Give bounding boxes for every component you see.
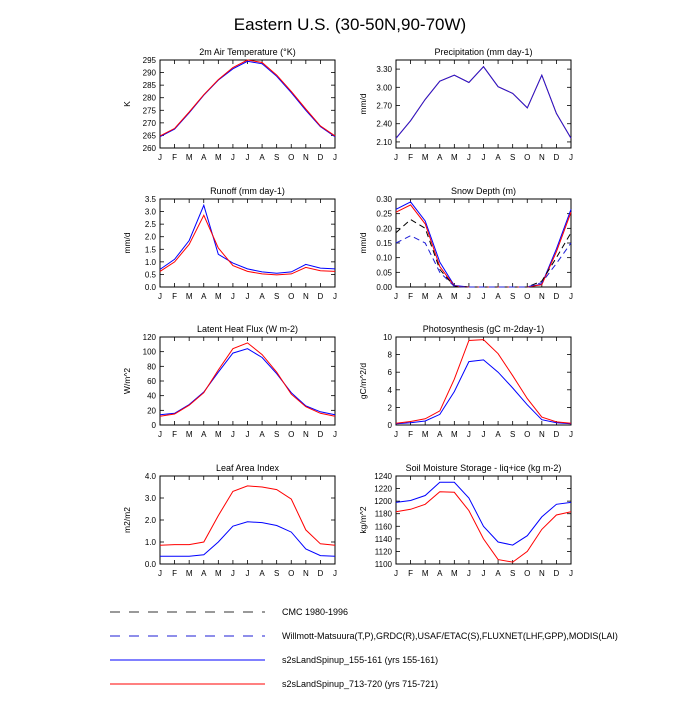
series-line-model1	[396, 482, 571, 545]
x-tick-label: A	[259, 569, 265, 578]
y-tick-label: 2.0	[144, 516, 156, 525]
x-tick-label: M	[450, 292, 458, 301]
x-tick-label: A	[437, 153, 443, 162]
y-tick-label: 0	[387, 421, 392, 430]
y-tick-label: 4.0	[144, 472, 156, 481]
x-tick-label: J	[394, 153, 398, 162]
y-tick-label: 40	[147, 391, 156, 401]
x-tick-label: J	[481, 153, 486, 162]
chart-title: Leaf Area Index	[215, 463, 280, 473]
x-tick-label: M	[421, 292, 429, 301]
x-tick-label: J	[394, 430, 398, 439]
x-tick-label: J	[394, 569, 398, 578]
x-tick-label: J	[481, 430, 486, 439]
figure-title: Eastern U.S. (30-50N,90-70W)	[233, 15, 467, 34]
x-tick-label: J	[245, 430, 250, 439]
x-tick-label: N	[302, 153, 309, 162]
x-tick-label: S	[509, 430, 516, 439]
legend-label: Willmott-Matsuura(T,P),GRDC(R),USAF/ETAC(S),FLUXNET(LHF,GPP),MODIS(LAI)	[282, 631, 618, 641]
y-tick-label: 1200	[374, 497, 392, 507]
y-tick-label: 0	[151, 421, 156, 430]
series-line-model1	[160, 522, 335, 557]
y-tick-label: 265	[142, 131, 156, 141]
legend-label: s2sLandSpinup_155-161 (yrs 155-161)	[282, 655, 439, 665]
x-tick-label: M	[214, 569, 222, 578]
x-tick-label: J	[466, 292, 471, 301]
x-tick-label: J	[569, 153, 573, 162]
x-tick-label: M	[421, 430, 429, 439]
x-tick-label: A	[259, 292, 265, 301]
legend-item	[110, 607, 348, 617]
x-tick-label: J	[569, 569, 573, 578]
x-tick-label: F	[172, 292, 178, 301]
x-tick-label: S	[509, 292, 516, 301]
y-tick-label: 2.5	[144, 220, 156, 230]
x-tick-label: J	[245, 153, 250, 162]
x-tick-label: J	[333, 430, 337, 439]
legend-label: s2sLandSpinup_713-720 (yrs 715-721)	[282, 679, 439, 689]
x-tick-label: D	[317, 153, 324, 162]
y-tick-label: 100	[142, 347, 156, 357]
x-tick-label: F	[408, 569, 414, 578]
x-tick-label: M	[214, 430, 222, 439]
x-tick-label: N	[538, 153, 545, 162]
x-tick-label: N	[302, 292, 309, 301]
x-tick-label: A	[259, 430, 265, 439]
legend-label: CMC 1980-1996	[282, 607, 349, 617]
x-tick-label: J	[158, 292, 162, 301]
y-axis-label: m2/m2	[122, 507, 132, 533]
x-tick-label: O	[524, 569, 531, 578]
y-tick-label: 0.0	[144, 560, 156, 569]
chart-panel	[122, 324, 337, 439]
plot-frame	[160, 60, 335, 148]
y-tick-label: 275	[142, 106, 156, 116]
y-tick-label: 3.0	[144, 207, 156, 217]
x-tick-label: A	[437, 569, 443, 578]
x-tick-label: M	[214, 153, 222, 162]
x-tick-label: J	[466, 430, 471, 439]
x-tick-label: N	[538, 569, 545, 578]
y-tick-label: 0.20	[376, 224, 392, 234]
x-tick-label: A	[201, 569, 207, 578]
x-tick-label: J	[481, 569, 486, 578]
plot-frame	[396, 337, 571, 425]
y-tick-label: 3.0	[144, 494, 156, 503]
y-tick-label: 2.10	[376, 137, 392, 147]
series-line-obs2	[396, 236, 571, 287]
x-tick-label: O	[288, 292, 295, 301]
chart-title: Runoff (mm day-1)	[210, 186, 285, 196]
x-tick-label: J	[158, 569, 162, 578]
x-tick-label: J	[245, 292, 250, 301]
x-tick-label: J	[569, 430, 573, 439]
legend-item	[110, 655, 438, 665]
y-tick-label: 1.0	[144, 538, 156, 547]
x-tick-label: A	[201, 153, 207, 162]
chart-title: Latent Heat Flux (W m-2)	[196, 324, 299, 334]
y-tick-label: 1140	[374, 534, 392, 544]
y-tick-label: 0.00	[376, 283, 392, 292]
y-tick-label: 3.00	[376, 83, 392, 93]
y-tick-label: 2.40	[376, 119, 392, 129]
y-tick-label: 6	[387, 368, 392, 378]
y-tick-label: 8	[387, 350, 392, 360]
x-tick-label: S	[273, 292, 280, 301]
y-tick-label: 80	[147, 362, 156, 372]
y-tick-label: 1180	[374, 509, 392, 519]
x-tick-label: J	[569, 292, 573, 301]
x-tick-label: J	[481, 292, 486, 301]
x-tick-label: A	[201, 292, 207, 301]
y-tick-label: 60	[147, 377, 156, 386]
x-tick-label: D	[553, 569, 560, 578]
y-tick-label: 1100	[374, 560, 392, 569]
x-tick-label: S	[509, 153, 516, 162]
x-tick-label: A	[495, 153, 501, 162]
y-tick-label: 1220	[374, 484, 392, 494]
x-tick-label: M	[214, 292, 222, 301]
legend-item	[110, 631, 618, 641]
series-line-model1	[160, 349, 335, 415]
x-tick-label: J	[230, 430, 235, 439]
y-tick-label: 285	[142, 81, 156, 91]
x-tick-label: D	[553, 430, 560, 439]
y-axis-label: gC/m^2/d	[358, 362, 368, 400]
x-tick-label: O	[288, 153, 295, 162]
chart-title: Precipitation (mm day-1)	[434, 47, 533, 57]
plot-frame	[396, 476, 571, 564]
x-tick-label: J	[245, 569, 250, 578]
chart-panel	[122, 463, 337, 578]
x-tick-label: S	[273, 153, 280, 162]
y-tick-label: 290	[142, 68, 156, 78]
y-tick-label: 20	[147, 406, 156, 416]
x-tick-label: J	[466, 569, 471, 578]
y-tick-label: 1120	[374, 547, 392, 557]
x-tick-label: O	[288, 430, 295, 439]
y-tick-label: 3.5	[144, 195, 156, 204]
y-tick-label: 295	[142, 56, 156, 65]
x-tick-label: F	[408, 292, 414, 301]
y-axis-label: W/m^2	[122, 367, 132, 395]
x-tick-label: S	[273, 569, 280, 578]
y-tick-label: 2	[387, 403, 392, 413]
chart-title: Soil Moisture Storage - liq+ice (kg m-2)	[405, 463, 562, 473]
x-tick-label: J	[394, 292, 398, 301]
x-tick-label: F	[172, 569, 178, 578]
chart-title: 2m Air Temperature (°K)	[199, 47, 296, 57]
x-tick-label: D	[553, 153, 560, 162]
series-line-model2	[160, 486, 335, 545]
x-tick-label: M	[450, 569, 458, 578]
x-tick-label: N	[302, 430, 309, 439]
x-tick-label: J	[158, 153, 162, 162]
x-tick-label: M	[185, 569, 193, 578]
y-tick-label: 0.5	[144, 270, 156, 280]
x-tick-label: M	[450, 430, 458, 439]
chart-panel	[358, 47, 573, 162]
y-tick-label: 1.0	[144, 257, 156, 267]
y-tick-label: 0.0	[144, 283, 156, 292]
y-tick-label: 1240	[374, 472, 392, 481]
x-tick-label: D	[317, 569, 324, 578]
chart-panel	[358, 324, 573, 439]
series-line-model2	[160, 60, 335, 136]
series-line-model2	[396, 67, 571, 139]
plot-frame	[160, 337, 335, 425]
y-axis-label: mm/d	[358, 232, 368, 254]
x-tick-label: A	[201, 430, 207, 439]
plot-frame	[160, 199, 335, 287]
y-tick-label: 0.10	[376, 253, 392, 263]
x-tick-label: O	[524, 153, 531, 162]
x-tick-label: S	[509, 569, 516, 578]
x-tick-label: O	[288, 569, 295, 578]
y-tick-label: 0.15	[376, 239, 392, 248]
x-tick-label: J	[158, 430, 162, 439]
x-tick-label: J	[230, 569, 235, 578]
y-tick-label: 10	[383, 333, 392, 342]
y-tick-label: 280	[142, 93, 156, 103]
x-tick-label: A	[495, 430, 501, 439]
x-tick-label: J	[333, 153, 337, 162]
x-tick-label: M	[185, 153, 193, 162]
y-tick-label: 4	[387, 385, 392, 395]
x-tick-label: M	[185, 430, 193, 439]
x-tick-label: A	[259, 153, 265, 162]
chart-title: Photosynthesis (gC m-2day-1)	[422, 324, 545, 334]
x-tick-label: M	[421, 569, 429, 578]
x-tick-label: A	[437, 292, 443, 301]
chart-panel	[358, 463, 573, 578]
y-tick-label: 120	[142, 333, 156, 342]
x-tick-label: J	[230, 292, 235, 301]
series-line-model2	[396, 340, 571, 424]
series-line-model1	[396, 202, 571, 287]
x-tick-label: O	[524, 430, 531, 439]
series-line-model1	[396, 360, 571, 424]
x-tick-label: N	[302, 569, 309, 578]
y-tick-label: 2.70	[376, 101, 392, 111]
y-tick-label: 2.0	[144, 232, 156, 242]
x-tick-label: M	[421, 153, 429, 162]
x-tick-label: M	[185, 292, 193, 301]
y-axis-label: mm/d	[122, 232, 132, 254]
x-tick-label: S	[273, 430, 280, 439]
x-tick-label: A	[495, 569, 501, 578]
y-tick-label: 0.25	[376, 209, 392, 219]
y-axis-label: K	[122, 101, 132, 107]
y-tick-label: 270	[142, 118, 156, 128]
y-tick-label: 260	[142, 144, 156, 153]
y-tick-label: 0.05	[376, 268, 392, 278]
x-tick-label: A	[437, 430, 443, 439]
x-tick-label: D	[317, 292, 324, 301]
y-tick-label: 1.5	[144, 245, 156, 255]
y-axis-label: mm/d	[358, 93, 368, 115]
legend-item	[110, 679, 438, 689]
x-tick-label: J	[466, 153, 471, 162]
y-tick-label: 3.30	[376, 65, 392, 75]
plot-frame	[396, 199, 571, 287]
x-tick-label: F	[408, 153, 414, 162]
chart-title: Snow Depth (m)	[450, 186, 517, 196]
chart-panel	[122, 186, 337, 301]
x-tick-label: J	[333, 292, 337, 301]
chart-panel	[358, 186, 573, 301]
series-line-model1	[160, 61, 335, 136]
x-tick-label: F	[172, 153, 178, 162]
x-tick-label: N	[538, 292, 545, 301]
x-tick-label: N	[538, 430, 545, 439]
x-tick-label: M	[450, 153, 458, 162]
x-tick-label: F	[408, 430, 414, 439]
y-axis-label: kg/m^2	[358, 506, 368, 534]
x-tick-label: J	[333, 569, 337, 578]
x-tick-label: J	[230, 153, 235, 162]
series-line-model1	[160, 205, 335, 273]
y-tick-label: 0.30	[376, 195, 392, 204]
x-tick-label: F	[172, 430, 178, 439]
x-tick-label: D	[317, 430, 324, 439]
x-tick-label: D	[553, 292, 560, 301]
x-tick-label: A	[495, 292, 501, 301]
series-line-model2	[160, 343, 335, 416]
series-line-obs2	[396, 67, 571, 139]
chart-panel	[122, 47, 337, 162]
y-tick-label: 1160	[374, 522, 392, 532]
x-tick-label: O	[524, 292, 531, 301]
